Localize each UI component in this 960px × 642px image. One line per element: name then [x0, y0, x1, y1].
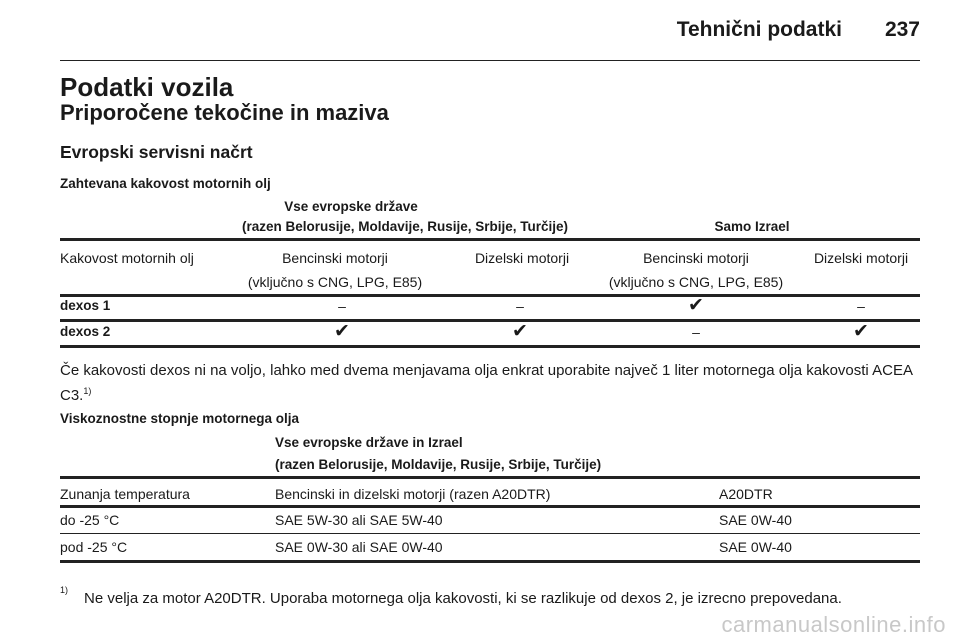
- subsection-heading: Priporočene tekočine in maziva: [60, 100, 389, 125]
- table1-col1-header: Bencinski motorji: [282, 250, 388, 266]
- table-cell: do -25 °C: [60, 512, 120, 528]
- table1-group1-line1: Vse evropske države: [284, 199, 418, 214]
- footnote: [60, 585, 842, 607]
- table2-group-line2: (razen Belorusije, Moldavije, Rusije, Srbije, Turčije): [275, 457, 602, 472]
- table-cell: SAE 0W-30 ali SAE 0W-40: [275, 539, 443, 555]
- page-number: 237: [884, 18, 920, 41]
- table1-col0-header: Kakovost motornih olj: [60, 250, 194, 266]
- table2-header-cell: A20DTR: [719, 486, 773, 502]
- table1-group1-line2: (razen Belorusije, Moldavije, Rusije, Srbije, Turčije): [241, 219, 569, 234]
- footnote-text: Ne velja za motor A20DTR. Uporaba motornega olja kakovosti, ki se razlikuje od dexos 2, je izrecno prepovedana.: [84, 590, 842, 607]
- table1-col2-header: Dizelski motorji: [474, 250, 570, 266]
- table-cell: –: [857, 298, 865, 314]
- table-cell: pod -25 °C: [60, 539, 128, 555]
- table2-top-rule: [60, 476, 920, 479]
- table2-header-rule: [60, 505, 920, 508]
- subsubsection-heading: Evropski servisni načrt: [60, 142, 253, 162]
- table1-row-rule: [60, 319, 920, 322]
- running-header-title: Tehnični podatki: [676, 18, 842, 41]
- table1-caption: Zahtevana kakovost motornih olj: [60, 176, 271, 191]
- body-paragraph: [60, 361, 920, 406]
- table-cell: –: [516, 298, 524, 314]
- table1-col4-header: Dizelski motorji: [813, 250, 909, 266]
- table1-top-rule: [60, 238, 920, 241]
- footnote-marker: 1): [60, 585, 69, 595]
- table2-header-cell: Zunanja temperatura: [60, 486, 190, 502]
- table1-bottom-rule: [60, 345, 920, 348]
- table-cell: ✔: [688, 295, 704, 316]
- header-divider: [60, 60, 920, 61]
- table-cell: SAE 0W-40: [719, 512, 792, 528]
- table1-col3-header: Bencinski motorji: [643, 250, 749, 266]
- footnote-reference: 1): [83, 386, 92, 396]
- table-cell: ✔: [512, 321, 528, 342]
- table2-bottom-rule: [60, 560, 920, 563]
- table-cell: –: [692, 324, 700, 340]
- table-cell: –: [338, 298, 346, 314]
- watermark: carmanualsonline.info: [721, 612, 946, 637]
- table2-caption: Viskoznostne stopnje motornega olja: [60, 411, 300, 426]
- section-heading: Podatki vozila: [60, 72, 234, 102]
- table2-row-rule: [60, 533, 920, 534]
- table-cell: ✔: [334, 321, 350, 342]
- table1-header-rule: [60, 294, 920, 297]
- table-cell: ✔: [853, 321, 869, 342]
- paragraph-text: Če kakovosti dexos ni na voljo, lahko med dvema menjavama olja enkrat uporabite največ 1 liter motornega olja kakovosti ACEA C3.: [60, 362, 913, 404]
- table-row-label: dexos 1: [60, 298, 111, 313]
- table-cell: SAE 0W-40: [719, 539, 792, 555]
- table-row-label: dexos 2: [60, 324, 111, 339]
- table2-header-cell: Bencinski in dizelski motorji (razen A20DTR): [275, 486, 551, 502]
- table1-col1-subheader: (vključno s CNG, LPG, E85): [247, 274, 423, 290]
- table1-group2: Samo Izrael: [714, 219, 790, 234]
- table1-col3-subheader: (vključno s CNG, LPG, E85): [608, 274, 784, 290]
- table-cell: SAE 5W-30 ali SAE 5W-40: [275, 512, 443, 528]
- table2-group-line1: Vse evropske države in Izrael: [275, 435, 463, 450]
